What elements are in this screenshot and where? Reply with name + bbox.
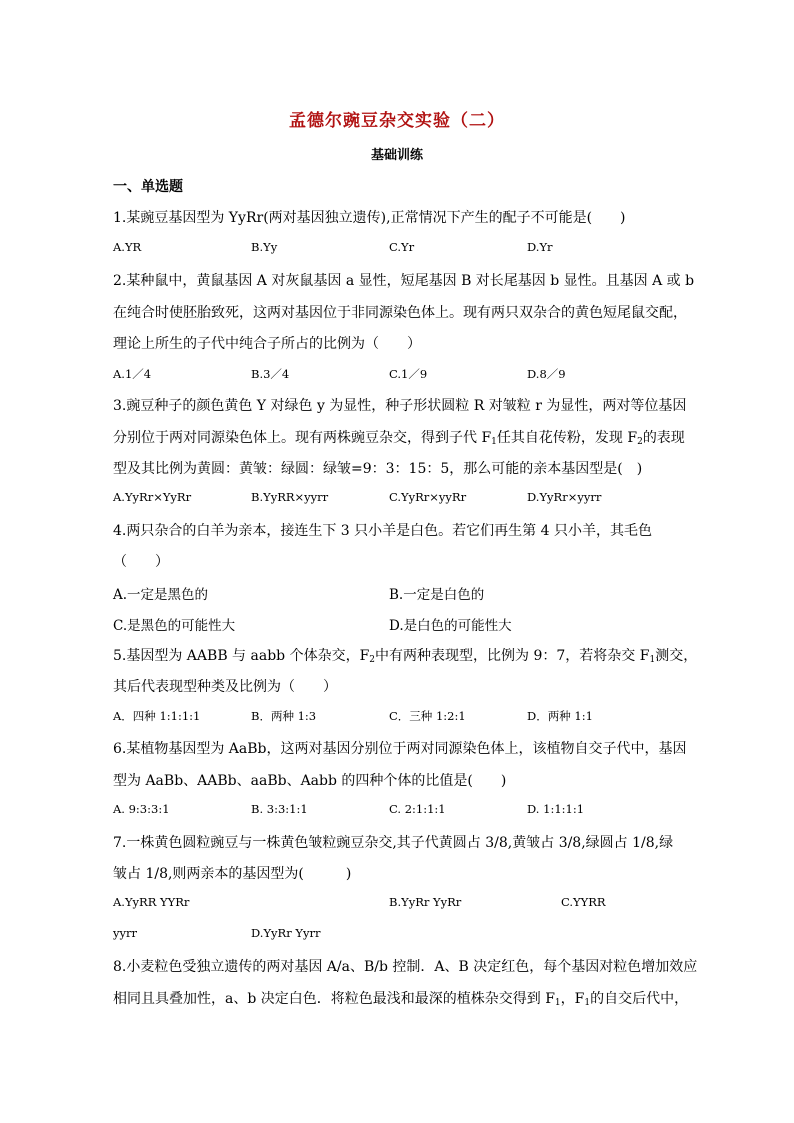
question-1-text: 1.某豌豆基因型为 YyRr(两对基因独立遗传),正常情况下产生的配子不可能是( ) (113, 210, 626, 226)
subscript: 1 (649, 655, 656, 665)
question-7-option-a: A.YyRR YYRr (113, 895, 190, 909)
question-6-text-line-1: 6.某植物基因型为 AaBb，这两对基因分别位于两对同源染色体上，该植物自交子代中，基因 (113, 741, 687, 757)
question-6-text-line-2: 型为 AaBb、AABb、aaBb、Aabb 的四种个体的比值是( ) (113, 773, 507, 789)
question-8-text-part-3: 的自交后代中， (590, 991, 689, 1007)
question-2-option-c: C.1／9 (389, 367, 428, 381)
question-8-text-part-2: ，F (560, 991, 585, 1007)
question-7-option-c: C.YYRR (561, 895, 606, 909)
question-4-text-line-2: （ ） (113, 554, 169, 570)
subscript: 1 (584, 998, 591, 1008)
question-2-option-d: D.8／9 (527, 367, 566, 381)
question-2-option-a: A.1／4 (113, 367, 152, 381)
question-7-text-line-2: 皱占 1/8,则两亲本的基因型为( ) (113, 866, 352, 882)
question-5-option-a: A．四种 1:1:1:1 (113, 709, 201, 723)
subscript: 2 (637, 437, 643, 447)
question-8-text-line-1: 8.小麦粒色受独立遗传的两对基因 A/a、B/b 控制．A、B 决定红色，每个基因对粒色增加效应 (113, 959, 698, 975)
question-4-option-d: D.是白色的可能性大 (389, 618, 512, 634)
question-4-option-b: B.一定是白色的 (389, 587, 485, 603)
question-5-option-d: D．两种 1:1 (527, 709, 593, 723)
question-2-text-line-3: 理论上所生的子代中纯合子所占的比例为（ ） (113, 336, 421, 352)
question-5-option-b: B．两种 1:3 (251, 709, 317, 723)
question-5-text-part-3: 测交， (655, 648, 698, 664)
question-1-option-b: B.Yy (251, 240, 278, 254)
question-3-text-part-1: 分别位于两对同源染色体上。现有两株豌豆杂交，得到子代 F (113, 430, 492, 446)
question-5-text-line-2: 其后代表现型种类及比例为（ ） (113, 679, 337, 695)
question-6-option-a: A. 9:3:3:1 (113, 802, 170, 816)
question-8-text-line-2 (113, 988, 688, 1008)
question-4-option-a: A.一定是黑色的 (113, 587, 209, 603)
section-heading: 一、单选题 (113, 179, 183, 195)
question-1-option-c: C.Yr (389, 240, 415, 254)
subscript: 1 (554, 998, 561, 1008)
question-8-text-part-1: 相同且具叠加性，a、b 决定白色．将粒色最浅和最深的植株杂交得到 F (113, 991, 555, 1007)
question-5-option-c: C．三种 1:2:1 (389, 709, 466, 723)
question-3-option-d: D.YyRr×yyrr (527, 490, 602, 504)
question-6-option-b: B. 3:3:1:1 (251, 802, 308, 816)
question-7-option-b: B.YyRr YyRr (389, 895, 462, 909)
question-7-text-line-1: 7.一株黄色圆粒豌豆与一株黄色皱粒豌豆杂交,其子代黄圆占 3/8,黄皱占 3/8,绿圆占 1/8,绿 (113, 835, 674, 851)
question-5-text-line-1 (113, 645, 697, 665)
page-title: 孟德尔豌豆杂交实验（二） (289, 111, 505, 131)
page-subtitle: 基础训练 (370, 148, 423, 163)
question-4-text-line-1: 4.两只杂合的白羊为亲本，接连生下 3 只小羊是白色。若它们再生第 4 只小羊，其毛色 (113, 523, 652, 539)
question-5-text-part-1: 5.基因型为 AABB 与 aabb 个体杂交，F (113, 648, 370, 664)
question-3-text-line-2 (113, 427, 685, 447)
question-3-text-part-2: 任其自花传粉，发现 F (496, 430, 638, 446)
question-2-text-line-2: 在纯合时使胚胎致死，这两对基因位于非同源染色体上。现有两只双杂合的黄色短尾鼠交配， (113, 305, 687, 321)
question-5-text-part-2: 中有两种表现型，比例为 9：7，若将杂交 F (375, 648, 650, 664)
question-7-option-d: D.YyRr Yyrr (251, 926, 321, 940)
question-3-option-b: B.YyRR×yyrr (251, 490, 329, 504)
question-2-text-line-1: 2.某种鼠中，黄鼠基因 A 对灰鼠基因 a 显性，短尾基因 B 对长尾基因 b 显性。且基因 A 或 b (113, 273, 695, 289)
question-1-option-a: A.YR (113, 240, 142, 254)
question-3-text-line-1: 3.豌豆种子的颜色黄色 Y 对绿色 y 为显性，种子形状圆粒 R 对皱粒 r 为显性，两对等位基因 (113, 398, 687, 414)
question-2-option-b: B.3／4 (251, 367, 290, 381)
question-4-option-c: C.是黑色的可能性大 (113, 618, 236, 634)
subscript: 1 (491, 437, 497, 447)
question-3-option-c: C.YyRr×yyRr (389, 490, 467, 504)
subscript: 2 (369, 655, 376, 665)
question-6-option-d: D. 1:1:1:1 (527, 802, 585, 816)
question-3-text-part-3: 的表现 (642, 430, 685, 446)
question-6-option-c: C. 2:1:1:1 (389, 802, 446, 816)
question-3-text-line-3: 型及其比例为黄圆：黄皱：绿圆：绿皱=9：3：15：5，那么可能的亲本基因型是( ) (113, 461, 643, 477)
question-7-option-c-continued: yyrr (113, 926, 137, 940)
question-3-option-a: A.YyRr×YyRr (113, 490, 192, 504)
question-1-option-d: D.Yr (527, 240, 553, 254)
